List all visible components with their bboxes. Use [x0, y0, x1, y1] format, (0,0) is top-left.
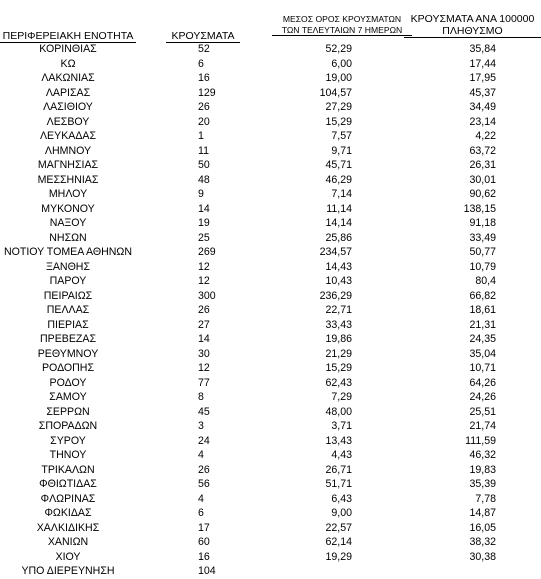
table-row — [0, 245, 541, 260]
rate-cell: 138,15 — [463, 202, 496, 215]
regional-unit-cell: ΝΑΞΟΥ — [49, 217, 87, 229]
rate-cell: 38,32 — [469, 536, 496, 548]
cases-cell: 50 — [198, 159, 210, 171]
regional-unit-cell: ΠΡΕΒΕΖΑΣ — [40, 333, 96, 345]
rate-cell: 21,74 — [469, 420, 496, 432]
cases-cell: 300 — [198, 289, 216, 302]
table-row — [0, 463, 541, 478]
average-cell: 11,14 — [326, 202, 352, 215]
rate-cell: 35,84 — [469, 43, 496, 55]
cases-cell: 12 — [198, 362, 210, 374]
cases-cell: 14 — [198, 333, 210, 345]
rate-cell: 34,49 — [469, 101, 496, 113]
header-cases-per-100000-line2: ΠΛΗΘΥΣΜΟ — [442, 25, 503, 37]
table-row — [0, 158, 541, 173]
cases-cell: 12 — [198, 275, 210, 287]
rate-cell: 33,49 — [469, 231, 496, 244]
regional-unit-cell: ΧΑΛΚΙΔΙΚΗΣ — [36, 521, 100, 534]
cases-cell: 77 — [198, 376, 210, 389]
rate-cell: 17,95 — [469, 72, 496, 84]
regional-unit-cell: ΦΘΙΩΤΙΔΑΣ — [39, 478, 97, 490]
average-cell: 236,29 — [319, 289, 352, 302]
average-cell: 19,29 — [325, 550, 352, 563]
rate-cell: 19,83 — [469, 463, 496, 476]
header-regional-unit-text: ΠΕΡΙΦΕΡΕΙΑΚΗ ΕΝΟΤΗΤΑ — [2, 30, 134, 42]
cases-cell: 48 — [198, 173, 210, 186]
cases-cell: 30 — [198, 347, 210, 360]
table-row — [0, 405, 541, 420]
average-cell: 21,29 — [325, 347, 352, 360]
cases-cell: 20 — [198, 115, 210, 128]
cases-cell: 269 — [198, 246, 216, 258]
table-row — [0, 260, 541, 275]
table-row — [0, 521, 541, 536]
rate-cell: 18,61 — [469, 304, 496, 316]
regional-unit-cell: ΠΕΙΡΑΙΩΣ — [43, 289, 93, 302]
average-cell: 27,29 — [325, 101, 352, 113]
header-7day-average — [272, 14, 412, 36]
regional-unit-cell: ΦΩΚΙΔΑΣ — [44, 507, 92, 519]
regional-unit-cell: ΜΗΛΟΥ — [48, 188, 88, 200]
rate-cell: 90,62 — [469, 188, 496, 200]
rate-cell: 63,72 — [469, 144, 496, 157]
rate-cell: 17,44 — [469, 57, 496, 70]
regional-unit-cell: ΞΑΝΘΗΣ — [45, 260, 91, 273]
rate-cell: 26,31 — [469, 159, 496, 171]
regional-unit-cell: ΡΕΘΥΜΝΟΥ — [37, 347, 99, 360]
cases-cell: 19 — [198, 217, 210, 229]
regional-unit-cell: ΣΕΡΡΩΝ — [46, 405, 90, 418]
table-row — [0, 42, 541, 57]
regional-unit-cell: ΡΟΔΟΥ — [49, 376, 87, 389]
table-row — [0, 564, 541, 579]
average-cell: 45,71 — [325, 159, 352, 171]
cases-cell: 9 — [198, 188, 204, 200]
regional-unit-cell: ΛΑΡΙΣΑΣ — [45, 86, 91, 99]
average-cell: 234,57 — [319, 246, 352, 258]
cases-cell: 27 — [198, 318, 210, 331]
cases-cell: 11 — [198, 144, 209, 157]
average-cell: 62,14 — [325, 536, 352, 548]
cases-cell: 52 — [198, 43, 210, 55]
regional-unit-cell: ΜΑΓΝΗΣΙΑΣ — [37, 159, 99, 171]
average-cell: 7,57 — [331, 130, 352, 142]
rate-cell: 91,18 — [469, 217, 496, 229]
average-cell: 48,00 — [325, 405, 352, 418]
regional-unit-cell: ΛΕΣΒΟΥ — [46, 115, 90, 128]
table-row — [0, 492, 541, 507]
regional-unit-cell: ΣΑΜΟΥ — [49, 391, 87, 403]
regional-unit-cell: ΧΙΟΥ — [55, 550, 81, 563]
table-row — [0, 361, 541, 376]
rate-cell: 46,32 — [469, 449, 496, 461]
table-row — [0, 173, 541, 188]
regional-unit-cell: ΛΗΜΝΟΥ — [44, 144, 92, 157]
table-body — [0, 42, 541, 579]
rate-cell: 10,71 — [469, 362, 496, 374]
rate-cell: 24,35 — [469, 333, 496, 345]
regional-unit-cell: ΛΑΚΩΝΙΑΣ — [41, 72, 95, 84]
average-cell: 7,29 — [331, 391, 352, 403]
rate-cell: 35,39 — [469, 478, 496, 490]
average-cell: 22,57 — [325, 521, 352, 534]
table-row — [0, 434, 541, 449]
average-cell: 14,43 — [325, 260, 352, 273]
cases-cell: 25 — [198, 231, 210, 244]
table-row — [0, 187, 541, 202]
rate-cell: 50,77 — [469, 246, 496, 258]
cases-cell: 6 — [198, 57, 204, 70]
average-cell: 26,71 — [325, 463, 352, 476]
rate-cell: 14,87 — [469, 507, 496, 519]
cases-cell: 17 — [198, 521, 210, 534]
rate-cell: 21,31 — [469, 318, 496, 331]
cases-cell: 8 — [198, 391, 204, 403]
average-cell: 4,43 — [331, 449, 352, 461]
regional-unit-cell: ΚΟΡΙΝΘΙΑΣ — [39, 43, 97, 55]
average-cell: 33,43 — [325, 318, 352, 331]
average-cell: 14,14 — [325, 217, 352, 229]
regional-unit-cell: ΚΩ — [60, 57, 76, 70]
table-row — [0, 202, 541, 217]
average-cell: 46,29 — [325, 173, 352, 186]
average-cell: 25,86 — [325, 231, 352, 244]
average-cell: 52,29 — [325, 43, 352, 55]
rate-cell: 30,01 — [469, 173, 496, 186]
table-row — [0, 303, 541, 318]
cases-cell: 4 — [198, 492, 204, 505]
cases-cell: 45 — [198, 405, 210, 418]
table-row — [0, 390, 541, 405]
rate-cell: 30,38 — [469, 550, 496, 563]
table-row — [0, 550, 541, 565]
regional-unit-cell: ΥΠΟ ΔΙΕΡΕΥΝΗΣΗ — [21, 565, 115, 577]
regional-unit-cell: ΣΥΡΟΥ — [50, 434, 86, 447]
regional-unit-cell: ΤΡΙΚΑΛΩΝ — [41, 463, 95, 476]
regional-unit-cell: ΠΑΡΟΥ — [49, 275, 87, 287]
regional-unit-cell: ΦΛΩΡΙΝΑΣ — [40, 492, 96, 505]
rate-cell: 64,26 — [469, 376, 496, 389]
regional-unit-cell: ΡΟΔΟΠΗΣ — [41, 362, 95, 374]
table-row — [0, 332, 541, 347]
regional-unit-cell: ΝΗΣΩΝ — [49, 231, 87, 244]
average-cell: 13,43 — [325, 434, 352, 447]
table-row — [0, 274, 541, 289]
cases-cell: 24 — [198, 434, 210, 447]
table-row — [0, 144, 541, 159]
table-row — [0, 535, 541, 550]
table-row — [0, 318, 541, 333]
cases-cell: 1 — [198, 130, 204, 142]
regional-unit-cell: ΧΑΝΙΩΝ — [47, 536, 89, 548]
average-cell: 6,43 — [331, 492, 352, 505]
regional-unit-cell: ΠΕΛΛΑΣ — [46, 304, 90, 316]
cases-cell: 16 — [198, 72, 210, 84]
regional-unit-cell: ΜΕΣΣΗΝΙΑΣ — [37, 173, 99, 186]
header-cases-per-100000-line1: ΚΡΟΥΣΜΑΤΑ ΑΝΑ 100000 — [410, 13, 535, 25]
rate-cell: 25,51 — [469, 405, 496, 418]
average-cell: 10,43 — [325, 275, 352, 287]
regional-unit-cell: ΝΟΤΙΟΥ ΤΟΜΕΑ ΑΘΗΝΩΝ — [3, 246, 133, 258]
cases-cell: 3 — [198, 420, 204, 432]
regional-unit-cell: ΣΠΟΡΑΔΩΝ — [38, 420, 98, 432]
header-7day-average-line1: ΜΕΣΟΣ ΟΡΟΣ ΚΡΟΥΣΜΑΤΩΝ — [282, 14, 402, 24]
rate-cell: 80,4 — [475, 275, 496, 287]
regional-unit-cell: ΛΑΣΙΘΙΟΥ — [43, 101, 93, 113]
average-cell: 104,57 — [319, 86, 352, 99]
rate-cell: 35,04 — [469, 347, 496, 360]
table-row — [0, 86, 541, 101]
average-cell: 9,71 — [331, 144, 352, 157]
rate-cell: 4,22 — [475, 130, 496, 142]
rate-cell: 111,59 — [465, 434, 496, 447]
average-cell: 19,00 — [325, 72, 352, 84]
rate-cell: 23,14 — [469, 115, 496, 128]
header-cases-text: ΚΡΟΥΣΜΑΤΑ — [171, 30, 235, 42]
average-cell: 15,29 — [325, 362, 352, 374]
rate-cell: 66,82 — [469, 289, 496, 302]
average-cell: 51,71 — [325, 478, 352, 490]
cases-cell: 14 — [198, 202, 210, 215]
regional-unit-cell: ΜΥΚΟΝΟΥ — [41, 202, 95, 215]
cases-cell: 104 — [198, 565, 216, 577]
table-row — [0, 347, 541, 362]
cases-cell: 12 — [198, 260, 210, 273]
cases-cell: 6 — [198, 507, 204, 519]
table-row — [0, 216, 541, 231]
header-cases-per-100000 — [404, 13, 541, 38]
cases-cell: 26 — [198, 304, 210, 316]
table-row — [0, 129, 541, 144]
regional-unit-cell: ΤΗΝΟΥ — [49, 449, 87, 461]
average-cell: 19,86 — [325, 333, 352, 345]
table-row — [0, 57, 541, 72]
average-cell: 7,14 — [331, 188, 352, 200]
cases-cell: 26 — [198, 463, 210, 476]
table-row — [0, 289, 541, 304]
average-cell: 3,71 — [331, 420, 352, 432]
table-row — [0, 376, 541, 391]
table-row — [0, 419, 541, 434]
rate-cell: 7,78 — [475, 492, 496, 505]
average-cell: 15,29 — [325, 115, 352, 128]
average-cell: 9,00 — [331, 507, 352, 519]
table-row — [0, 231, 541, 246]
average-cell: 62,43 — [325, 376, 352, 389]
regional-unit-cell: ΛΕΥΚΑΔΑΣ — [39, 130, 97, 142]
rate-cell: 24,26 — [469, 391, 496, 403]
rate-cell: 10,79 — [469, 260, 496, 273]
cases-cell: 16 — [198, 550, 210, 563]
cases-cell: 4 — [198, 449, 204, 461]
regional-unit-cell: ΠΙΕΡΙΑΣ — [47, 318, 89, 331]
table-row — [0, 115, 541, 130]
rate-cell: 45,37 — [469, 86, 496, 99]
average-cell: 6,00 — [331, 57, 352, 70]
table-row — [0, 477, 541, 492]
table-row — [0, 100, 541, 115]
table-row — [0, 448, 541, 463]
cases-cell: 60 — [198, 536, 210, 548]
table-row — [0, 506, 541, 521]
rate-cell: 16,05 — [469, 521, 496, 534]
table-row — [0, 71, 541, 86]
cases-cell: 129 — [198, 86, 216, 99]
cases-cell: 56 — [198, 478, 210, 490]
average-cell: 22,71 — [325, 304, 352, 316]
cases-cell: 26 — [198, 101, 210, 113]
header-7day-average-line2: ΤΩΝ ΤΕΛΕΥΤΑΙΩΝ 7 ΗΜΕΡΩΝ — [281, 24, 403, 35]
